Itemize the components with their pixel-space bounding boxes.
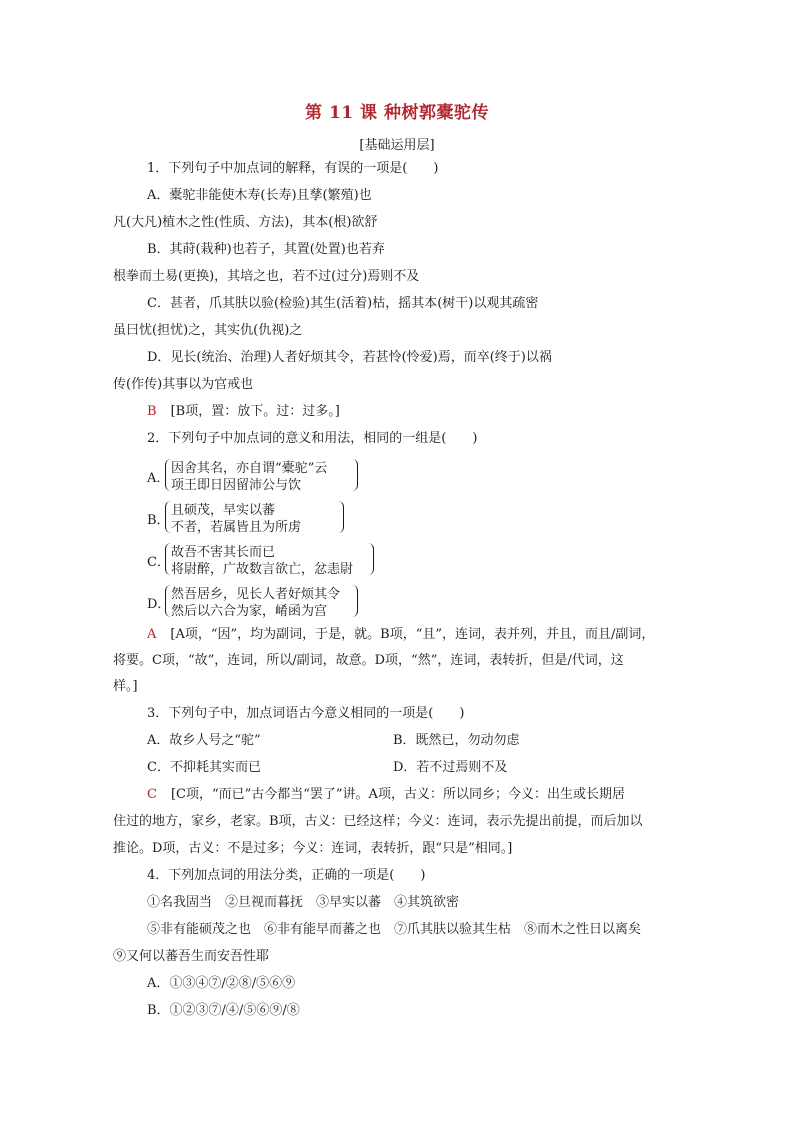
question-2-answer	[147, 626, 654, 644]
answer-explanation: [A项，“因”，均为副词，于是，就。B项，“且”，连词，表并列，并且，而且/副词，	[170, 627, 655, 642]
question-4-option-b: B．①②③⑦/④/⑤⑥⑨/⑧	[147, 1003, 300, 1018]
question-3-option-c: C．不抑耗其实而已	[147, 760, 261, 775]
right-brace	[367, 543, 374, 575]
question-3-stem: 3．下列句子中，加点词语古今意义相同的一项是( )	[147, 706, 465, 721]
question-3-answer	[147, 786, 625, 804]
question-3-option-d: D．若不过焉则不及	[393, 760, 508, 775]
question-1-option-c-cont: 虽曰忧(担忧)之，其实仇(仇视)之	[113, 323, 303, 338]
answer-explanation-cont: 推论。D项，古义：不是过多；今义：连词，表转折，跟“只是”相同。]	[113, 841, 513, 856]
question-4-items: ⑤非有能硕茂之也 ⑥非有能早而蕃之也 ⑦爪其肤以验其生枯 ⑧而木之性日以离矣	[147, 922, 642, 937]
question-1-option-a: A．橐驼非能使木寿(长寿)且孳(繁殖)也	[147, 188, 372, 203]
answer-explanation-cont: 将要。C项，“故”，连词，所以/副词，故意。D项，“然”，连词，表转折，但是/代词，这	[113, 653, 624, 668]
question-2-stem: 2．下列句子中加点词的意义和用法，相同的一组是( )	[147, 431, 478, 446]
question-1-option-c: C．甚者，爪其肤以验(检验)其生(活着)枯，摇其本(树干)以观其疏密	[147, 296, 539, 311]
answer-explanation-cont: 样。]	[113, 679, 138, 694]
question-1-option-d-cont: 传(作传)其事以为官戒也	[113, 377, 254, 392]
section-label: [基础运用层]	[359, 138, 435, 153]
right-brace	[351, 459, 358, 491]
question-4-items: ⑨又何以蕃吾生而安吾性耶	[113, 949, 270, 964]
right-brace	[337, 501, 344, 533]
question-1-answer	[147, 403, 340, 421]
answer-letter: B	[147, 404, 157, 419]
question-1-option-b-cont: 根拳而土易(更换)，其培之也，若不过(过分)焉则不及	[113, 269, 420, 284]
question-4-option-a: A．①③④⑦/②⑧/⑤⑥⑨	[147, 976, 296, 991]
question-3-option-b: B．既然已，勿动勿虑	[393, 733, 520, 748]
question-4-stem: 4．下列加点词的用法分类，正确的一项是( )	[147, 868, 426, 883]
question-1-option-b: B．其莳(栽种)也若子，其置(处置)也若弃	[147, 242, 385, 257]
answer-explanation-cont: 住过的地方，家乡，老家。B项，古义：已经这样；今义：连词，表示先提出前提，而后加以	[113, 814, 643, 829]
question-4-items: ①名我固当 ②旦视而暮抚 ③早实以蕃 ④其筑欲密	[147, 895, 460, 910]
question-1-option-d: D．见长(统治、治理)人者好烦其令，若甚怜(怜爱)焉，而卒(终于)以祸	[147, 350, 552, 365]
answer-letter: A	[147, 627, 157, 642]
question-1-stem: 1．下列句子中加点词的解释，有误的一项是( )	[147, 161, 439, 176]
answer-explanation: [C项，“而已”古今都当“罢了”讲。A项，古义：所以同乡；今义：出生或长期居	[170, 787, 625, 802]
question-1-option-a-cont: 凡(大凡)植木之性(性质、方法)，其本(根)欲舒	[113, 215, 378, 230]
right-brace	[351, 585, 358, 617]
document-page: 第 11 课 种树郭橐驼传 [基础运用层] 1．下列句子中加点词的解释，有误的一项是( ) A．橐驼非能使木寿(长寿)且孳(繁殖)也 凡(大凡)植木之性(性质、方法)，其本(根)欲舒 B．其莳(栽种)也若子，其置(处置)也若弃 根拳而土易(更换)，其培之也，若不过(过分)焉则不及 C．甚者，爪其肤以验(检验)其生(活着)枯，摇其本(树干)以观其疏密 虽曰忧(担忧)之，其实仇(仇视)之 D．见长(统治、治理)人者好烦其令，若甚怜(怜爱)焉，而卒(终于)以祸 传(作传)其事以为官戒也 B [B项，置：放下。过：过多。] 2．下列句子中加点词的意义和用法，相同的一组是( ) A． 因舍其名，亦自谓“橐驼”云 项王即日因留沛公与饮 B． 且硕茂，早实以蕃 不者，若属皆且为所虏 C． 故吾不害其长而已 将尉醉，广故数言欲亡，忿恚尉 D． 然吾居乡，见长人者好烦其令 然后以六合为家，崤函为宫 A [A项，“因”，均为副词，于是，就。B项，“且”，连词，表并列，并且，而且/副词， 将要。C项，“故”，连词，所以/副词，故意。D项，“然”，连词，表转折，但是/代词，这 样。] 3．下列句子中，加点词语古今意义相同的一项是( ) A．故乡人号之“驼” B．既然已，勿动勿虑 C．不抑耗其实而已 D．若不过焉则不及 C [C项，“而已”古今都当“罢了”讲。A项，古义：所以同乡；今义：出生或长期居 住过的地方，家乡，老家。B项，古义：已经这样；今义：连词，表示先提出前提，而后加以 推论。D项，古义：不是过多；今义：连词，表转折，跟“只是”相同。] 4．下列加点词的用法分类，正确的一项是( ) ①名我固当 ②旦视而暮抚 ③早实以蕃 ④其筑欲密 ⑤非有能硕茂之也 ⑥非有能早而蕃之也 ⑦爪其肤以验其生枯 ⑧而木之性日以离矣 ⑨又何以蕃吾生而安吾性耶 A．①③④⑦/②⑧/⑤⑥⑨ B．①②③⑦/④/⑤⑥⑨/⑧	[0, 0, 794, 1123]
answer-explanation: [B项，置：放下。过：过多。]	[170, 404, 340, 419]
question-3-option-a: A．故乡人号之“驼”	[147, 733, 261, 748]
page-title: 第 11 课 种树郭橐驼传	[305, 103, 489, 123]
answer-letter: C	[147, 787, 157, 802]
